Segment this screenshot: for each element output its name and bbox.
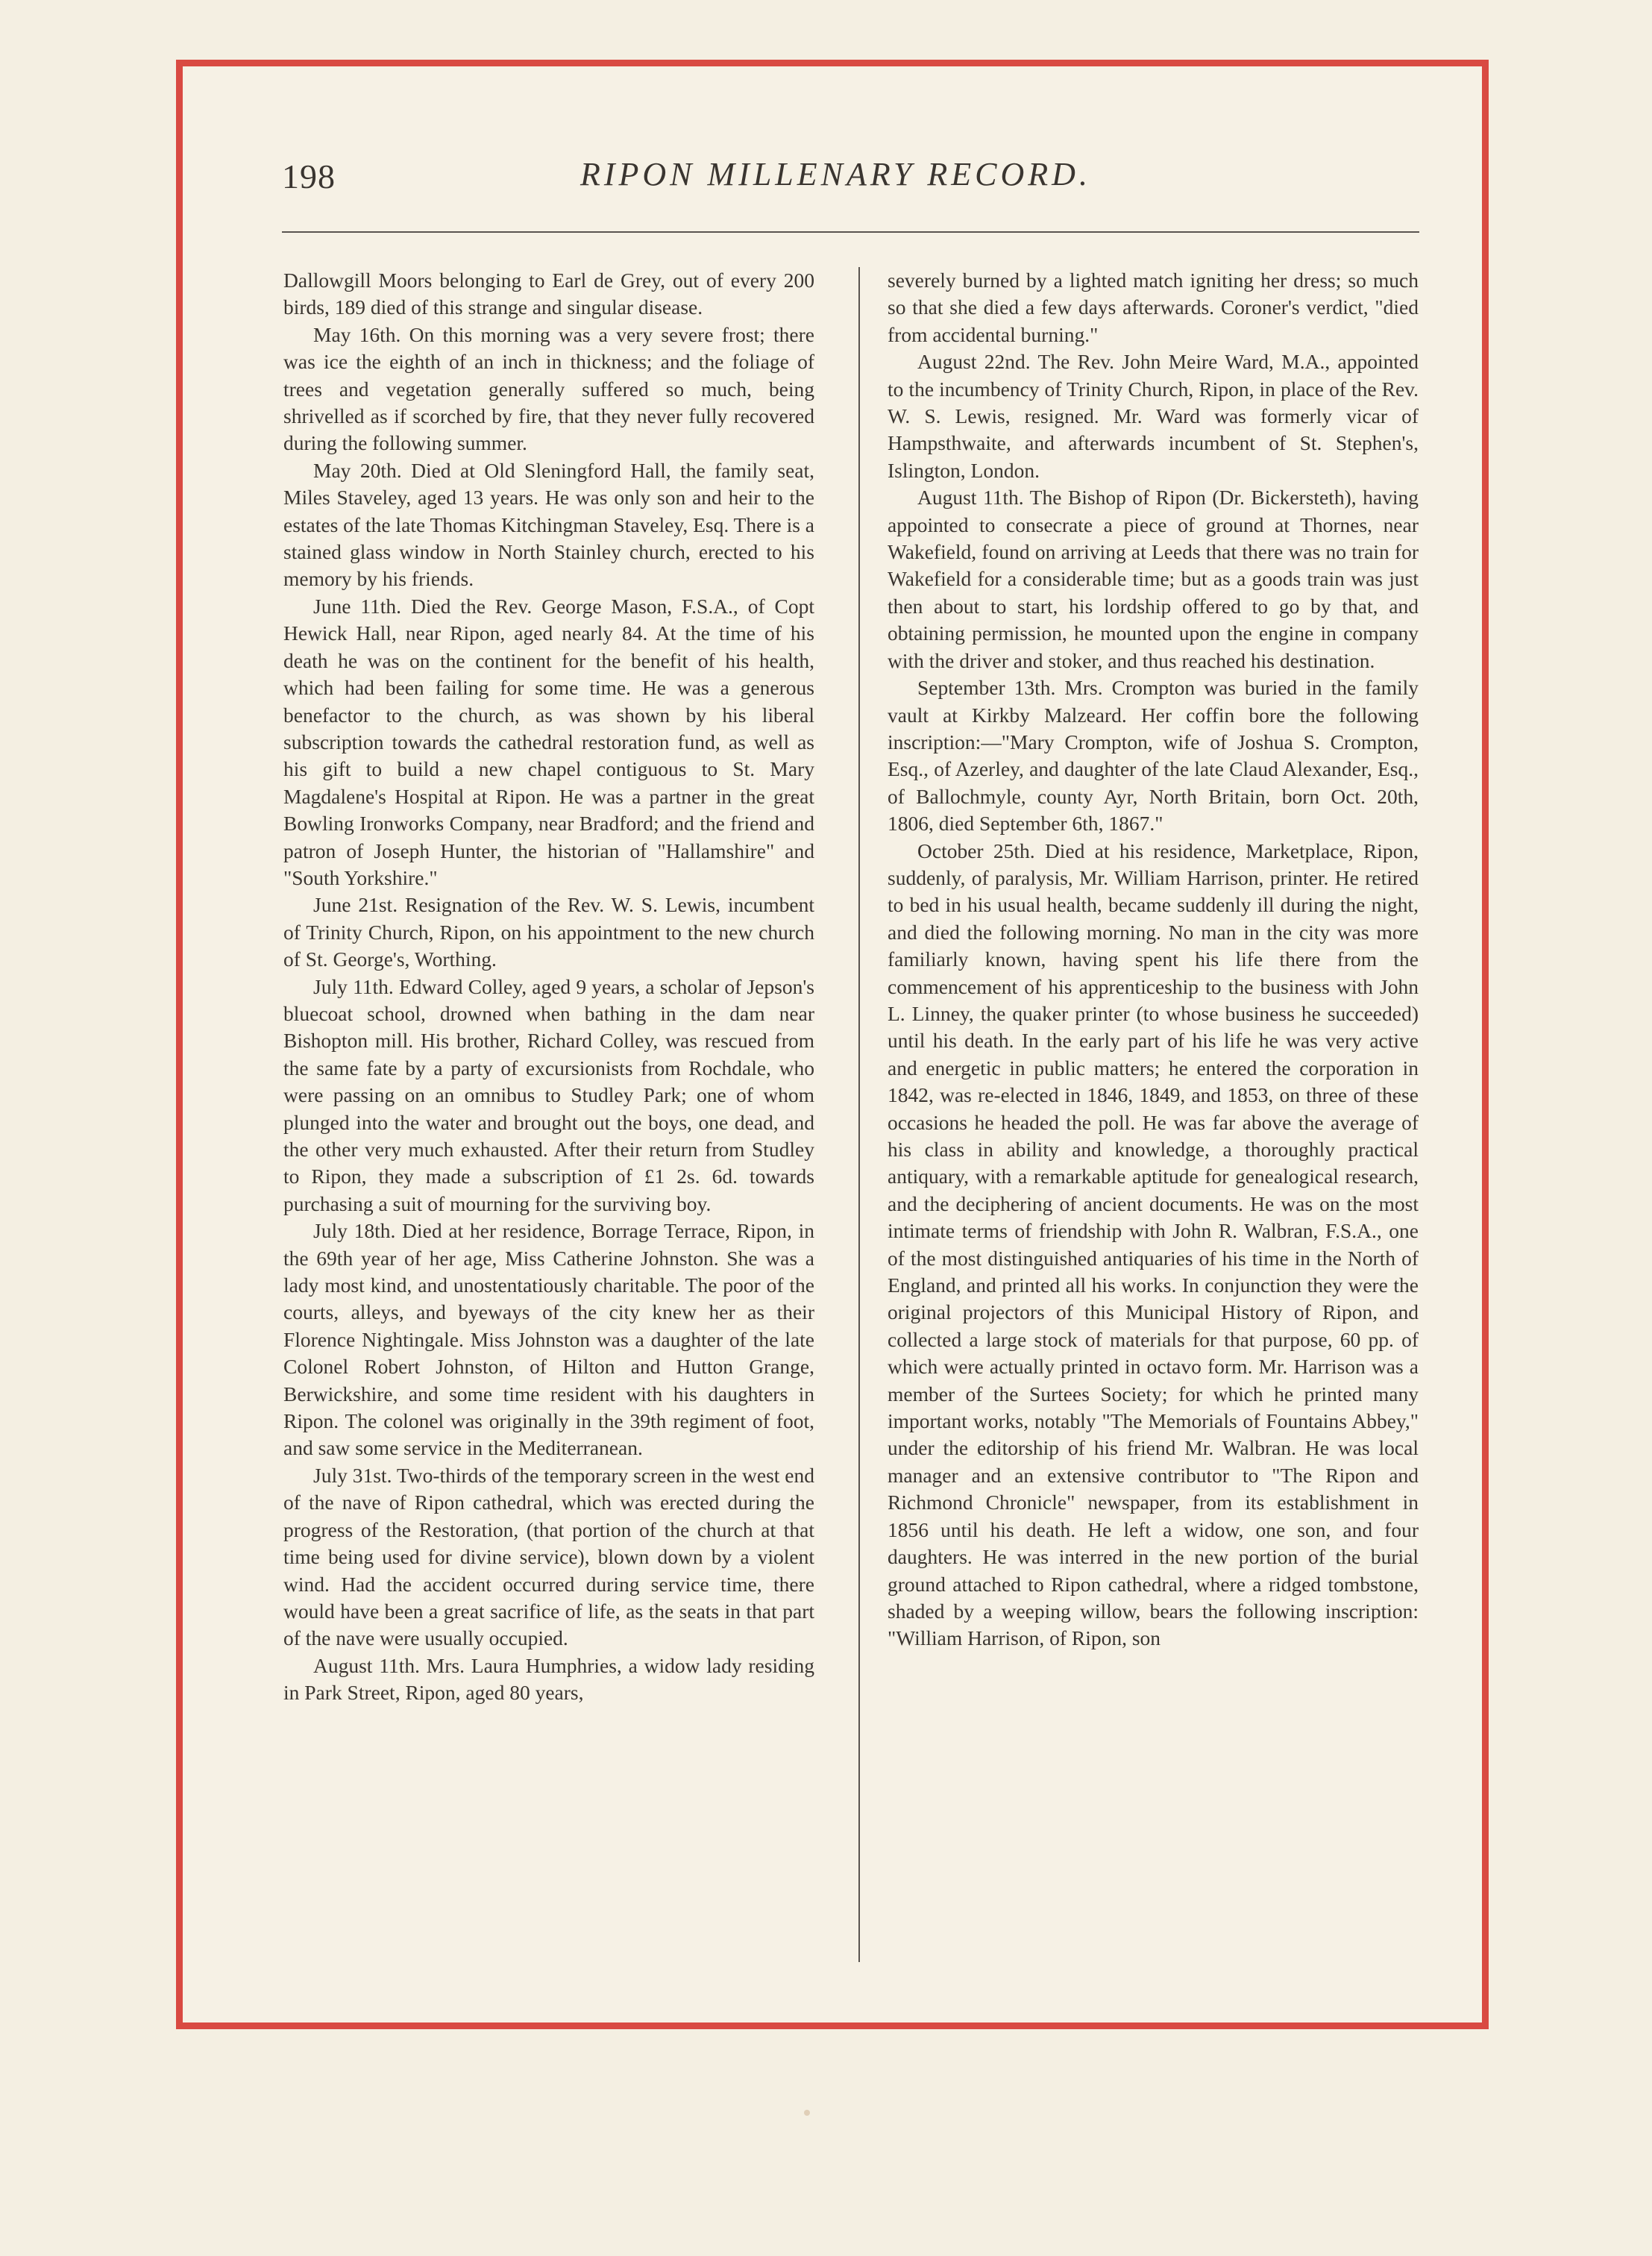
paragraph: October 25th. Died at his residence, Marketplace, Ripon, suddenly, of paralysis, Mr. William Harrison, printer. He retired to bed in his usual health, became suddenly ill during the night, and died the following morning. No man in the city was more familiarly known, having spent his life there from the commencement of his apprenticeship to the business with John L. Linney, the quaker printer (to whose business he succeeded) until his death. In the early part of his life he was very active and energetic in public matters; he entered the corporation in 1842, was re-elected in 1846, 1849, and 1853, on three of these occasions he headed the poll. He was far above the average of his class in ability and knowledge, a thoroughly practical antiquary, with a remarkable aptitude for genealogical research, and the deciphering of ancient documents. He was on the most intimate terms of friendship with John R. Walbran, F.S.A., one of the most distinguished antiquaries of his time in the North of England, and printed all his works. In conjunction they were the original projectors of this Municipal History of Ripon, and collected a large stock of materials for that purpose, 60 pp. of which were actually printed in octavo form. Mr. Harrison was a member of the Surtees Society; for which he printed many important works, notably "The Memorials of Fountains Abbey," under the editorship of his friend Mr. Walbran. He was local manager and an extensive contributor to "The Ripon and Richmond Chronicle" newspaper, from its establishment in 1856 until his death. He left a widow, one son, and four daughters. He was interred in the new portion of the burial ground attached to Ripon cathedral, where a ridged tombstone, shaded by a weeping willow, bears the following inscription: "William Harrison, of Ripon, son [888,839,1419,1650]
column-divider [858,267,860,1962]
running-title: RIPON MILLENARY RECORD. [580,156,1091,192]
paragraph: August 11th. Mrs. Laura Humphries, a widow lady residing in Park Street, Ripon, aged 80 years, [283,1653,814,1705]
left-column [283,267,814,1707]
paragraph: May 20th. Died at Old Sleningford Hall, the family seat, Miles Staveley, aged 13 years. He was only son and heir to the estates of the late Thomas Kitchingman Staveley, Esq. There is a stained glass window in North Stainley church, erected to his memory by his friends. [283,458,815,591]
paragraph: May 16th. On this morning was a very severe frost; there was ice the eighth of an inch in thickness; and the foliage of trees and vegetation generally suffered so much, being shrivelled as if scorched by fire, that they never fully recovered during the following summer. [283,322,814,455]
right-column [888,267,1419,1652]
paper-speck [804,2110,810,2116]
paragraph: September 13th. Mrs. Crompton was buried in the family vault at Kirkby Malzeard. Her coffin bore the following inscription:—"Mary Crompton, wife of Joshua S. Crompton, Esq., of Azerley, and daughter of the late Claud Alexander, Esq., of Ballochmyle, county Ayr, North Britain, born Oct. 20th, 1806, died September 6th, 1867." [888,676,1419,836]
paragraph: June 21st. Resignation of the Rev. W. S. Lewis, incumbent of Trinity Church, Ripon, on his appointment to the new church of St. George's, Worthing. [283,893,814,971]
paragraph: severely burned by a lighted match igniting her dress; so much so that she died a few days afterwards. Coroner's verdict, "died from accidental burning." [888,269,1419,346]
paragraph: August 22nd. The Rev. John Meire Ward, M.A., appointed to the incumbency of Trinity Church, Ripon, in place of the Rev. W. S. Lewis, resigned. Mr. Ward was formerly vicar of Hampsthwaite, and afterwards incumbent of St. Stephen's, Islington, London. [888,350,1419,482]
paragraph: July 18th. Died at her residence, Borrage Terrace, Ripon, in the 69th year of her age, Miss Catherine Johnston. She was a lady most kind, and unostentatiously charitable. The poor of the courts, alleys, and byeways of the city knew her as their Florence Nightingale. Miss Johnston was a daughter of the late Colonel Robert Johnston, of Hilton and Hutton Grange, Berwickshire, and some time resident with his daughters in Ripon. The colonel was originally in the 39th regiment of foot, and saw some service in the Mediterranean. [283,1219,814,1460]
paragraph: July 11th. Edward Colley, aged 9 years, a scholar of Jepson's bluecoat school, drowned when bathing in the dam near Bishopton mill. His brother, Richard Colley, was rescued from the same fate by a party of excursionists from Rochdale, who were passing on an omnibus to Studley Park; one of whom plunged into the water and brought out the boys, one dead, and the other very much exhausted. After their return from Studley to Ripon, they made a subscription of £1 2s. 6d. towards purchasing a suit of mourning for the surviving boy. [283,974,814,1215]
paragraph: July 31st. Two-thirds of the temporary screen in the west end of the nave of Ripon cathedral, which was erected during the progress of the Restoration, (that portion of the church at that time being used for divine service), blown down by a violent wind. Had the accident occurred during service time, there would have been a great sacrifice of life, as the seats in that part of the nave were usually occupied. [283,1463,814,1650]
paragraph: June 11th. Died the Rev. George Mason, F.S.A., of Copt Hewick Hall, near Ripon, aged nearly 84. At the time of his death he was on the continent for the benefit of his health, which had been failing for some time. He was a generous benefactor to the church, as was shown by his liberal subscription towards the cathedral restoration fund, as well as his gift to build a new chapel contiguous to St. Mary Magdalene's Hospital at Ripon. He was a partner in the great Bowling Ironworks Company, near Bradford; and the friend and patron of Joseph Hunter, the historian of "Hallamshire" and "South Yorkshire." [283,594,814,889]
paragraph: August 11th. The Bishop of Ripon (Dr. Bickersteth), having appointed to consecrate a piece of ground at Thornes, near Wakefield, found on arriving at Leeds that there was no train for Wakefield for a considerable time; but as a goods train was just then about to start, his lordship offered to go by that, and obtaining permission, he mounted upon the engine in company with the driver and stoker, and thus reached his destination. [888,486,1419,672]
paragraph: Dallowgill Moors belonging to Earl de Grey, out of every 200 birds, 189 died of this strange and singular disease. [283,269,814,319]
page-number: 198 [282,157,336,195]
header-rule [282,231,1419,233]
